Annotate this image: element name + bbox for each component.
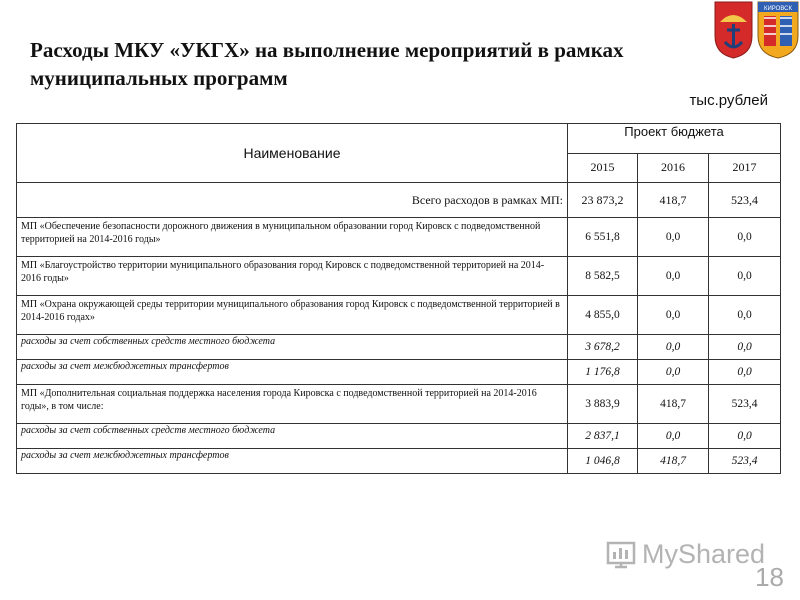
cell-2016: 0,0	[638, 360, 709, 385]
cell-2017: 0,0	[709, 257, 781, 296]
cell-2015: 3 883,9	[568, 385, 638, 424]
row-label: МП «Обеспечение безопасности дорожного движения в муниципальном образовании город Кировск с подведомственной территорией на 2014-2016 годы»	[17, 218, 568, 257]
page-number: 18	[755, 562, 784, 592]
table-row	[17, 296, 781, 335]
cell-2016: 418,7	[638, 449, 709, 474]
cell-2017: 0,0	[709, 335, 781, 360]
cell-2017: 0,0	[709, 424, 781, 449]
header-name: Наименование	[17, 124, 568, 183]
myshared-logo-icon	[606, 539, 636, 569]
cell-2016: 0,0	[638, 335, 709, 360]
row-label: МП «Благоустройство территории муниципального образования город Кировск с подведомственной территорией на 2014-2016 годы»	[17, 257, 568, 296]
table-row	[17, 360, 781, 385]
cell-2016: 0,0	[638, 424, 709, 449]
cell-2017: 523,4	[709, 449, 781, 474]
page-title: Расходы МКУ «УКГХ» на выполнение мероприятий в рамках муниципальных программ	[30, 38, 624, 90]
cell-2015: 3 678,2	[568, 335, 638, 360]
total-2017: 523,4	[709, 183, 781, 218]
total-2015: 23 873,2	[568, 183, 638, 218]
row-label: расходы за счет собственных средств местного бюджета	[17, 424, 568, 449]
row-label: расходы за счет межбюджетных трансфертов	[17, 449, 568, 474]
table-row	[17, 257, 781, 296]
table-row	[17, 385, 781, 424]
row-label: МП «Дополнительная социальная поддержка населения города Кировска с подведомственной территорией на 2014-2016 годы», в том числе:	[17, 385, 568, 424]
cell-2015: 1 176,8	[568, 360, 638, 385]
cell-2017: 523,4	[709, 385, 781, 424]
cell-2015: 8 582,5	[568, 257, 638, 296]
budget-table	[16, 123, 781, 474]
table-row	[17, 449, 781, 474]
cell-2016: 0,0	[638, 296, 709, 335]
year-2015: 2015	[568, 153, 638, 183]
row-label: расходы за счет межбюджетных трансфертов	[17, 360, 568, 385]
total-label: Всего расходов в рамках МП:	[17, 183, 568, 218]
coat-of-arms	[712, 0, 800, 60]
table-row	[17, 335, 781, 360]
table-row	[17, 218, 781, 257]
cell-2017: 0,0	[709, 218, 781, 257]
year-2016: 2016	[638, 153, 709, 183]
cell-2015: 1 046,8	[568, 449, 638, 474]
header-row	[17, 124, 781, 154]
cell-2016: 0,0	[638, 218, 709, 257]
myshared-watermark	[606, 536, 765, 572]
cell-2016: 0,0	[638, 257, 709, 296]
table-row	[17, 424, 781, 449]
total-2016: 418,7	[638, 183, 709, 218]
units-label: тыс.рублей	[689, 92, 768, 109]
cell-2015: 6 551,8	[568, 218, 638, 257]
total-row	[17, 183, 781, 218]
cell-2016: 418,7	[638, 385, 709, 424]
row-label: расходы за счет собственных средств местного бюджета	[17, 335, 568, 360]
watermark-text: MyShared	[642, 538, 766, 569]
cell-2015: 2 837,1	[568, 424, 638, 449]
cell-2017: 0,0	[709, 296, 781, 335]
row-label: МП «Охрана окружающей среды территории муниципального образования город Кировск с подведомственной территорией в 2014-2016 годах»	[17, 296, 568, 335]
year-2017: 2017	[709, 153, 781, 183]
cell-2017: 0,0	[709, 360, 781, 385]
cell-2015: 4 855,0	[568, 296, 638, 335]
crest-label: КИРОВСК	[764, 6, 792, 12]
header-budget: Проект бюджета	[568, 124, 781, 154]
